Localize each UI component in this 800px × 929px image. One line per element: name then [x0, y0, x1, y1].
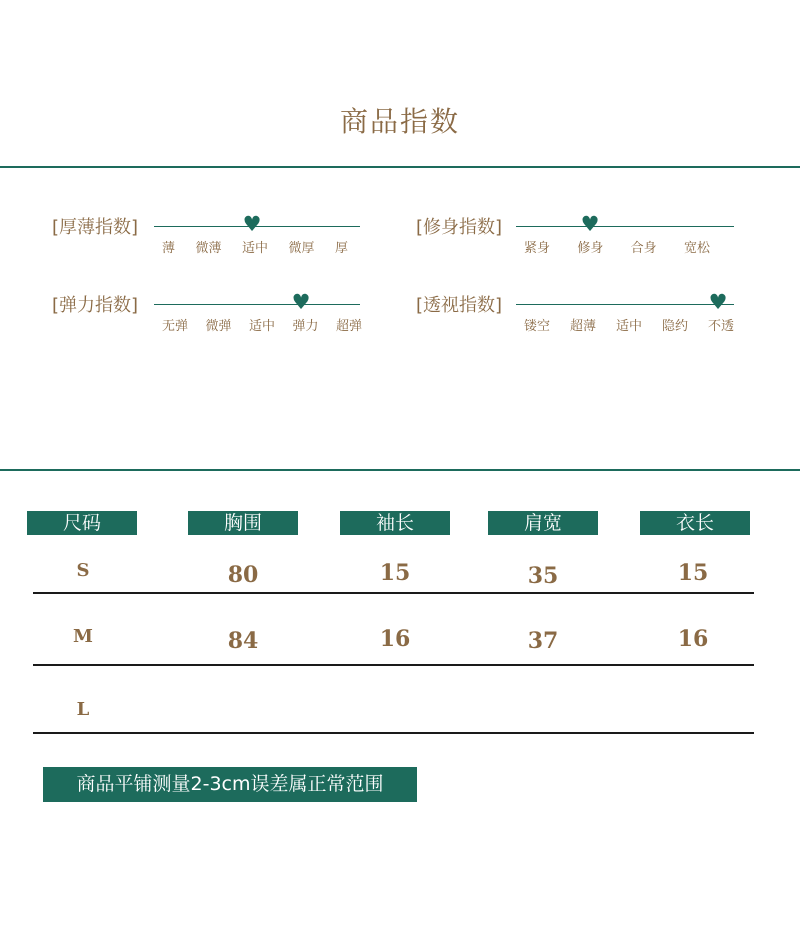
tick-label: 宽松: [683, 241, 710, 256]
tick-label: 隐约: [661, 319, 688, 334]
shoulder-value: 35: [527, 563, 559, 589]
thickness-index: [52, 213, 382, 263]
transparency-index: [416, 291, 746, 341]
header-length: 衣长: [640, 511, 750, 535]
header-chest: 胸围: [188, 511, 298, 535]
tick-label: 合身: [630, 241, 657, 256]
elasticity-index-label: [弹力指数]: [52, 295, 139, 316]
thickness-index-ticks: [162, 237, 348, 256]
table-row-divider: [33, 732, 754, 734]
sleeve-value: 16: [379, 626, 411, 652]
tick-label: 微薄: [195, 241, 222, 256]
size-label: S: [76, 560, 90, 581]
fit-index-label: [修身指数]: [416, 217, 503, 238]
elasticity-index-line: [154, 304, 360, 305]
heart-marker-icon: ♥: [291, 290, 311, 314]
heart-marker-icon: ♥: [580, 212, 600, 236]
measurement-note: 商品平铺测量2-3cm误差属正常范围: [43, 767, 417, 802]
tick-label: 微厚: [288, 241, 315, 256]
length-value: 16: [677, 626, 709, 652]
middle-divider: [0, 469, 800, 471]
chest-value: 84: [227, 628, 259, 654]
transparency-index-ticks: [524, 315, 734, 334]
header-size: 尺码: [27, 511, 137, 535]
tick-label: 镂空: [524, 319, 551, 334]
top-divider: [0, 166, 800, 168]
header-shoulder: 肩宽: [488, 511, 598, 535]
tick-label: 无弹: [162, 319, 189, 334]
tick-label: 适中: [615, 319, 642, 334]
table-row-divider: [33, 664, 754, 666]
tick-label: 微弹: [205, 319, 232, 334]
sleeve-value: 15: [379, 560, 411, 586]
thickness-index-label: [厚薄指数]: [52, 217, 139, 238]
tick-label: 适中: [248, 319, 275, 334]
table-row-divider: [33, 592, 754, 594]
tick-label: 紧身: [524, 241, 551, 256]
tick-label: 弹力: [292, 319, 319, 334]
size-label: L: [76, 699, 90, 720]
tick-label: 薄: [162, 241, 176, 256]
header-sleeve: 袖长: [340, 511, 450, 535]
tick-label: 适中: [241, 241, 268, 256]
transparency-index-label: [透视指数]: [416, 295, 503, 316]
length-value: 15: [677, 560, 709, 586]
fit-index: [416, 213, 746, 263]
tick-label: 修身: [577, 241, 604, 256]
elasticity-index: [52, 291, 382, 341]
heart-marker-icon: ♥: [708, 290, 728, 314]
size-label: M: [73, 626, 93, 647]
tick-label: 超薄: [569, 319, 596, 334]
fit-index-ticks: [524, 237, 710, 256]
tick-label: 厚: [334, 241, 348, 256]
fit-index-line: [516, 226, 734, 227]
shoulder-value: 37: [527, 628, 559, 654]
tick-label: 不透: [707, 319, 734, 334]
page-title: 商品指数: [339, 105, 460, 138]
heart-marker-icon: ♥: [242, 212, 262, 236]
chest-value: 80: [227, 562, 259, 588]
transparency-index-line: [516, 304, 734, 305]
elasticity-index-ticks: [162, 315, 362, 334]
tick-label: 超弹: [335, 319, 362, 334]
